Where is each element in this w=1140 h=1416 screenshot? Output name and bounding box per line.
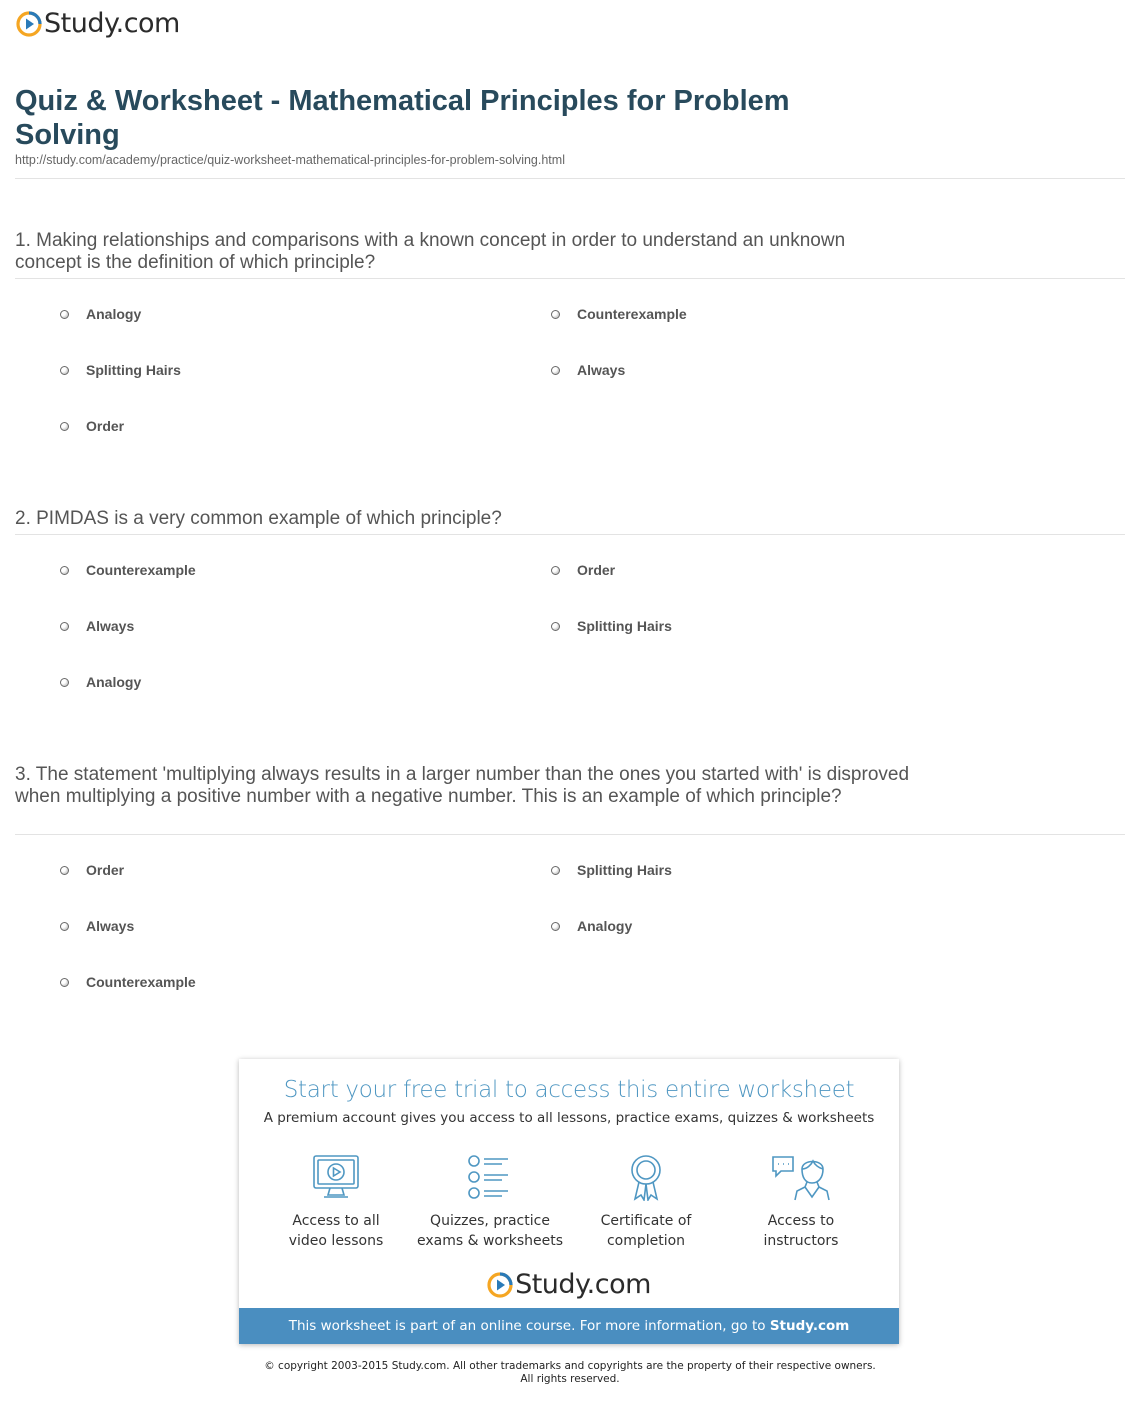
study-link[interactable]: Study.com [769,1318,850,1334]
feature-label: Access to all video lessons [288,1213,384,1249]
radio-button[interactable] [551,622,560,631]
option-label: Order [86,862,125,878]
page-url: http://study.com/academy/practice/quiz-worksheet-mathematical-principles-for-problem-solving.html [15,153,565,167]
answer-option[interactable] [60,862,124,878]
answer-option[interactable] [60,362,181,378]
answer-option[interactable] [551,862,672,878]
promo-subtitle: A premium account gives you access to all lessons, practice exams, quizzes & worksheets [263,1110,875,1126]
radio-button[interactable] [60,566,69,575]
video-lesson-icon [310,1153,362,1201]
radio-button[interactable] [551,366,560,375]
answer-option[interactable] [551,562,615,578]
answer-option[interactable] [551,918,632,934]
feature-quizzes [410,1153,570,1251]
logo-text: Study.com [515,1269,651,1300]
option-label: Analogy [577,918,633,934]
answer-option[interactable] [551,362,625,378]
radio-button[interactable] [60,978,69,987]
feature-video-lessons [256,1153,416,1251]
radio-button[interactable] [551,310,560,319]
study-logo[interactable] [16,10,180,37]
radio-button[interactable] [551,566,560,575]
answer-option[interactable] [60,618,134,634]
feature-instructors [721,1153,881,1251]
question-1-divider [15,278,1125,279]
feature-label: Quizzes, practice exams & worksheets [416,1213,564,1249]
answer-option[interactable] [60,918,134,934]
option-label: Splitting Hairs [86,362,181,378]
instructor-icon [771,1153,831,1201]
radio-button[interactable] [60,922,69,931]
play-logo-icon [487,1272,513,1298]
radio-button[interactable] [551,866,560,875]
option-label: Counterexample [577,306,687,322]
option-label: Always [86,918,135,934]
answer-option[interactable] [60,974,196,990]
radio-button[interactable] [60,678,69,687]
answer-option[interactable] [60,418,124,434]
certificate-icon [620,1153,672,1201]
radio-button[interactable] [60,366,69,375]
course-info-bar[interactable] [239,1308,899,1344]
option-label: Order [577,562,616,578]
option-label: Splitting Hairs [577,618,672,634]
header-divider [15,178,1125,179]
question-2-divider [15,534,1125,535]
question-3-divider [15,834,1125,835]
option-label: Counterexample [86,562,196,578]
feature-certificate [566,1153,726,1251]
radio-button[interactable] [60,622,69,631]
quiz-list-icon [464,1153,516,1201]
promo-logo[interactable] [239,1271,899,1298]
copyright-footer [0,1360,1140,1386]
question-3-text: 3. The statement 'multiplying always results in a larger number than the ones you started with' is disproved when multiplying a positive number with a negative number. This is an example of which principle? [15,764,910,807]
feature-label: Certificate of completion [600,1213,692,1249]
option-label: Analogy [86,674,142,690]
page-title: Quiz & Worksheet - Mathematical Principles for Problem Solving [15,85,790,151]
copyright-line: © copyright 2003-2015 Study.com. All other trademarks and copyrights are the property of their respective owners. [264,1360,876,1372]
option-label: Analogy [86,306,142,322]
answer-option[interactable] [551,618,672,634]
question-1-text: 1. Making relationships and comparisons with a known concept in order to understand an unknown concept is the definition of which principle? [15,230,846,273]
play-logo-icon [16,11,42,37]
radio-button[interactable] [60,422,69,431]
option-label: Always [577,362,626,378]
feature-label: Access to instructors [763,1213,839,1249]
option-label: Always [86,618,135,634]
question-2-text: 2. PIMDAS is a very common example of which principle? [15,508,502,529]
option-label: Order [86,418,125,434]
radio-button[interactable] [551,922,560,931]
free-trial-promo[interactable] [239,1059,899,1344]
answer-option[interactable] [551,306,687,322]
logo-text: Study.com [44,8,180,39]
radio-button[interactable] [60,310,69,319]
option-label: Counterexample [86,974,196,990]
answer-option[interactable] [60,562,196,578]
answer-option[interactable] [60,306,141,322]
answer-option[interactable] [60,674,141,690]
bar-text: This worksheet is part of an online course. For more information, go to [288,1318,766,1334]
option-label: Splitting Hairs [577,862,672,878]
promo-title[interactable]: Start your free trial to access this entire worksheet [283,1077,855,1103]
rights-line: All rights reserved. [520,1373,620,1385]
radio-button[interactable] [60,866,69,875]
